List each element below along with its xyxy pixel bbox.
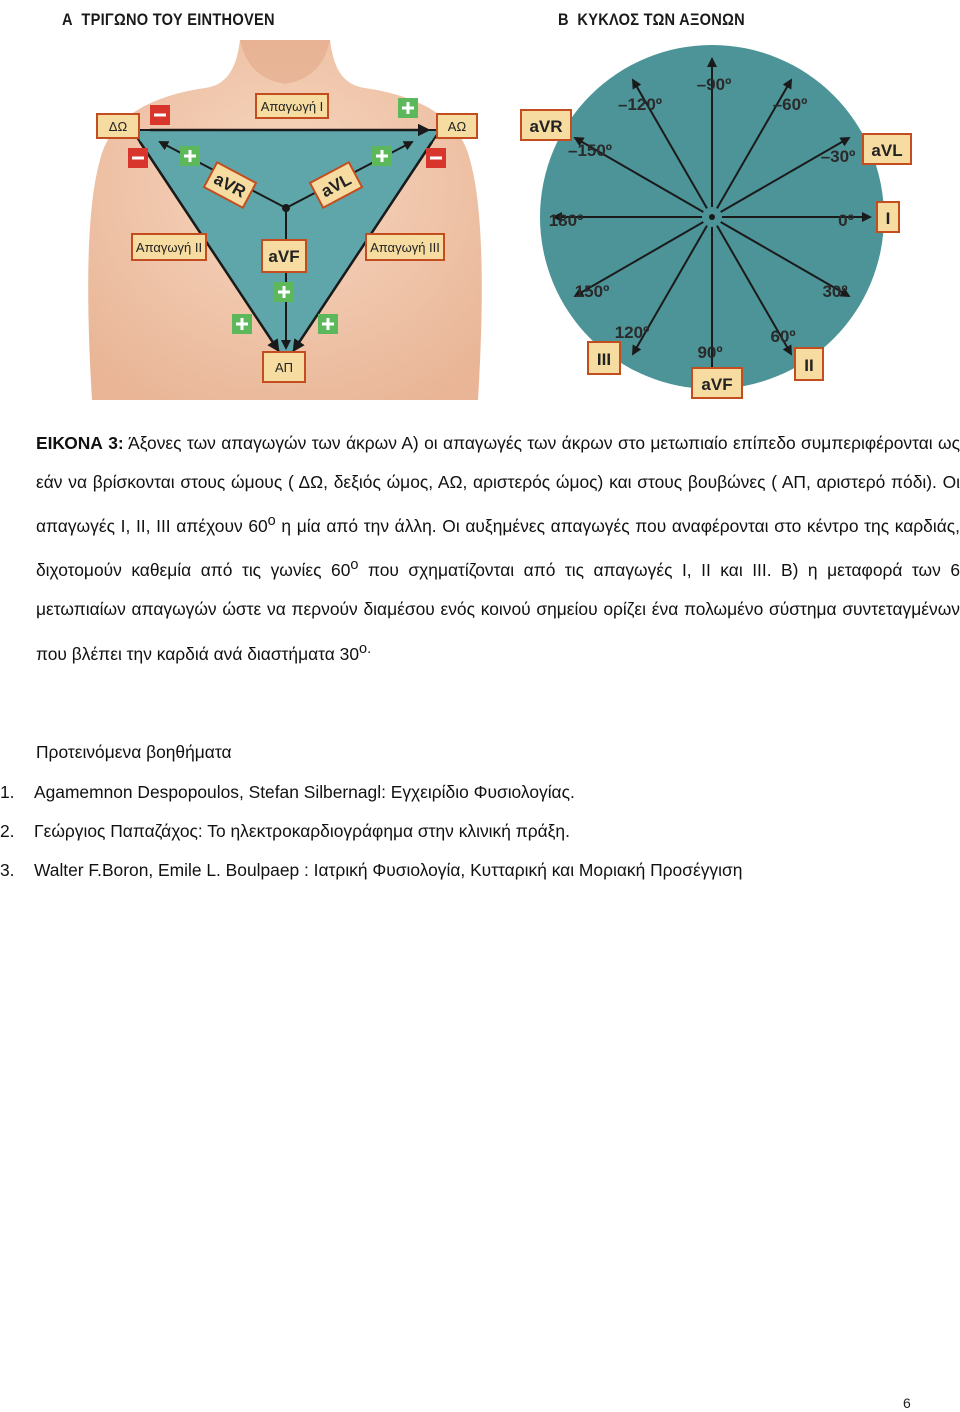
label-lead-2 [132,234,206,260]
label-ap-text: ΑΠ [274,360,294,375]
label-ap [263,352,305,382]
figure-b-title-text: ΚΥΚΛΟΣ ΤΩΝ ΑΞΟΝΩΝ [577,10,745,29]
angle-label-m30: –30º [820,147,856,166]
angle-label-m60: –60º [772,95,808,114]
label-avr-text: aVR [210,169,249,202]
caption-degree-2: ο [350,557,359,574]
lead-box-ii [795,348,823,380]
minus-icon [426,148,446,168]
label-ro [97,114,139,138]
minus-icon [128,148,148,168]
ecg-figure [0,40,960,410]
angle-label-p120: 120º [614,323,650,342]
lead-box-avf-text: aVF [701,375,733,394]
reference-number: 2. [0,821,15,841]
figure-b-title [558,10,745,30]
caption-text-3: που σχηματίζονται από τις απαγωγές Ι, ΙΙ και ΙΙΙ. Β) η μεταφορά των 6 μετωπιαίων απαγωγών ώστε να περνούν διαμέσου ενός κοινού σημείου ορίζει ένα πολωμένο σύστημα συντεταγμένων που βλέπει την καρδιά ανά διαστήματα 30 [36,560,960,664]
lead-box-avl [863,134,911,164]
reference-number: 1. [0,782,15,802]
lead-box-avr [521,110,571,140]
label-avf-text: aVF [268,247,300,266]
label-avl-text: aVL [318,169,355,202]
angle-label-m150: –150º [567,141,613,160]
caption-degree-3: ο. [359,640,372,657]
heart-center-dot [282,204,290,212]
label-lead-3 [366,234,444,260]
plus-icon [318,314,338,334]
lead-box-iii-text: III [596,350,612,369]
label-ro-text: ΔΩ [108,119,128,134]
page-number: 6 [903,1395,911,1411]
plus-icon [398,98,418,118]
label-lead-3-text: Απαγωγή ΙΙΙ [370,240,440,255]
figure-a-letter: Α [62,10,73,29]
angle-label-p0: 0º [838,211,854,230]
lead-box-avf [692,368,742,398]
figure-b-letter: Β [558,10,569,29]
minus-icon [150,105,170,125]
figure-a-title-text: ΤΡΙΓΩΝΟ ΤΟΥ EINTHOVEN [81,10,275,29]
label-ao [437,114,477,138]
lead-box-avl-text: aVL [871,141,903,160]
reference-text: Agamemnon Despopoulos, Stefan Silbernagl: Εγχειρίδιο Φυσιολογίας. [34,782,575,802]
figure-caption [36,424,960,674]
label-lead-1 [256,94,328,118]
caption-label: ΕΙΚΟΝΑ 3: [36,433,124,453]
axis-center-dot [709,214,715,220]
plus-icon [232,314,252,334]
caption-text-2: η μία από την άλλη. Οι αυξημένες απαγωγές που αναφέρονται στο κέντρο της καρδιάς, διχοτομούν καθεμία από τις γωνίες 60 [36,516,960,581]
plus-icon [180,146,200,166]
reference-item-2 [0,821,570,842]
caption-text-1: Άξονες των απαγωγών των άκρων Α) οι απαγωγές των άκρων στο μετωπιαίο επίπεδο συμπεριφέρονται ως εάν να βρίσκονται στους ώμους ( ΔΩ, δεξιός ώμος, ΑΩ, αριστερός ώμος) και στους βουβώνες ( ΑΠ, αριστερό πόδι). Οι απαγωγές Ι, ΙΙ, ΙΙΙ απέχουν 60 [36,433,960,537]
angle-label-p60: 60º [770,327,796,346]
references-heading: Προτεινόμενα βοηθήματα [36,742,232,762]
reference-text: Γεώργιος Παπαζάχος: Το ηλεκτροκαρδιογράφημα στην κλινική πράξη. [34,821,570,841]
angle-label-m90: –90º [696,75,732,94]
angle-label-m120: –120º [617,95,663,114]
lead-box-iii [588,342,620,374]
hexaxial-panel [521,45,911,398]
lead-box-i-text: I [885,209,891,228]
einthoven-panel [88,40,482,400]
plus-icon [372,146,392,166]
reference-item-1 [0,782,575,803]
label-ao-text: ΑΩ [447,119,467,134]
angle-label-p180: 180º [548,211,584,230]
lead-box-ii-text: II [804,356,814,375]
angle-label-p30: 30º [822,282,848,301]
figure-a-title [62,10,275,30]
reference-text: Walter F.Boron, Emile L. Boulpaep : Ιατρική Φυσιολογία, Κυτταρική και Μοριακή Προσέγγιση [34,860,743,880]
label-avf [262,240,306,272]
angle-label-p150: 150º [574,282,610,301]
plus-icon [274,282,294,302]
caption-degree-1: ο [267,513,276,530]
label-lead-2-text: Απαγωγή ΙΙ [135,240,203,255]
angle-label-p90: 90º [697,343,723,362]
reference-item-3 [0,860,742,881]
label-lead-1-text: Απαγωγή Ι [260,99,324,114]
reference-number: 3. [0,860,15,880]
lead-box-i [877,202,899,232]
lead-box-avr-text: aVR [529,117,563,136]
